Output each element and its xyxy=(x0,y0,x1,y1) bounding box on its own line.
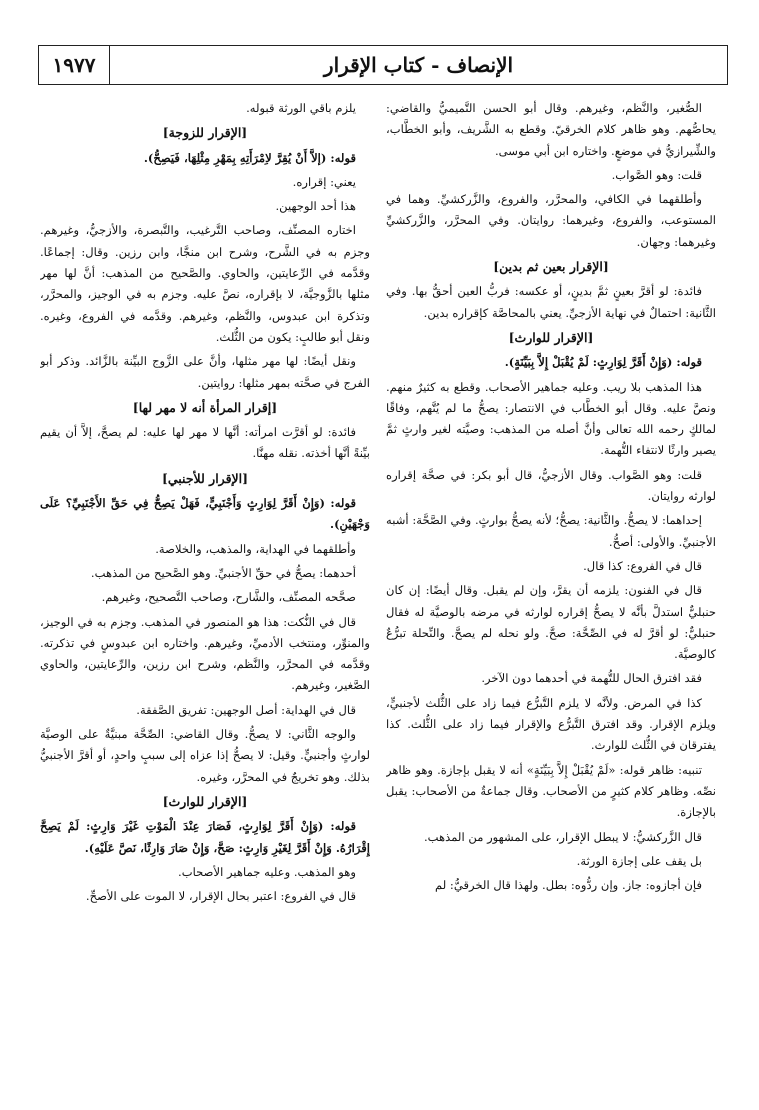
paragraph: تنبيه: ظاهر قوله: «لَمْ يُقْبَلْ إِلاَّ بِبَيِّنَةٍ» أنه لا يقبل بإجازة. وهو ظاهر نصِّه. وظاهر كلام كثيرٍ من الأصحاب. وقال جماعةٌ من الأصحاب: يقبل بالإجازة. xyxy=(386,762,716,820)
paragraph: الصُّغير، والنَّظم، وغيرهم. وقال أبو الحسن التَّميميُّ والقاضي: يحاصُّهم. وهو ظاهر كلام الخرقيّ. وقطع به الشَّريف، وأبو الخطَّاب، والشِّيرازيُّ في موضعٍ. واختاره ابن أبي موسى. xyxy=(386,101,716,158)
paragraph: يلزم باقي الورثة قبوله. xyxy=(246,101,356,115)
section-heading: [إقرار المرأة أنه لا مهر لها] xyxy=(132,399,278,415)
paragraph: قال في الفروع: اعتبر بحال الإقرار، لا الموت على الأصحِّ. xyxy=(85,889,356,904)
paragraph: قال في الفروع: كذا قال. xyxy=(583,558,702,573)
paragraph: ونقل أيضًا: لها مهر مثلها، وأنَّ على الزَّوج البيِّنة بالزَّائد. وذكر أبو الفرج في صحَّته بمهر مثلها: روايتين. xyxy=(40,354,370,390)
paragraph: قال في الهداية: أصل الوجهين: تفريق الصَّفقة. xyxy=(136,702,356,717)
quoted-statement: قوله: (وَإِنْ أَقَرَّ لِوَارِثٍ، فَصَارَ عِنْدَ الْمَوْتِ غَيْرَ وَارِثٍ: لَمْ يَصِحَّ إِقْرَارُهُ. وَإِنْ أَقَرَّ لِغَيْرِ وَارِثٍ: صَحَّ، وَإِنْ صَارَ وَارِثًا، نَصَّ عَلَيْهِ). xyxy=(40,819,370,855)
quoted-statement: قوله: (إلاَّ أَنْ يُقِرَّ لاِمْرَأَتِهِ بِمَهْرِ مِثْلِهَا، فَيَصِحُّ). xyxy=(143,150,356,165)
paragraph: وهو المذهب. وعليه جماهير الأصحاب. xyxy=(178,864,356,879)
paragraph: فقد افترق الحال للتُّهمة في أحدهما دون الآخر. xyxy=(481,671,702,686)
section-heading: [الإقرار للزوجة] xyxy=(162,125,248,141)
paragraph: فإن أجازوه: جاز. وإن ردُّوه: بطل. ولهذا قال الخرقيُّ: لم xyxy=(435,878,702,893)
paragraph: يعني: إقراره. xyxy=(292,174,356,189)
left-column xyxy=(40,98,370,1098)
paragraph: كذا في المرض. ولأنَّه لا يلزم التَّبرُّع فيما زاد على الثُّلث لأجنبيٍّ، ويلزم الإقرار. وقد افترق التَّبرُّع والإقرار فيما زاد على الثُّلث. كذا يفترقان في الثُّلث للوارث. xyxy=(386,695,716,753)
paragraph: بل يقف على إجازة الورثة. xyxy=(576,853,702,868)
paragraph: قال في الفنون: يلزمه أن يقرَّ، وإن لم يقبل. وقال أيضًا: إن كان حنبليٌّ استدلَّ بأنَّه لا يصحُّ إقراره لوارثه في مرضه بالوصيَّة له فقال حنبليٌّ: لو أقرَّ له في الصِّحَّة: صحَّ. ولو نحله لم يصحَّ. والنِّحلة تبرُّعٌ كالوصيَّة. xyxy=(386,583,716,662)
section-heading: [الإقرار للأجنبي] xyxy=(161,470,249,486)
paragraph: والوجه الثَّاني: لا يصحُّ. وقال القاضي: الصِّحَّة مبنيَّةٌ على الوصيَّة لوارثٍ وأجنبيٍّ. وقيل: لا يصحُّ إذا عزاه إلى سببٍ واحدٍ، أو أقرَّ الأجنبيُّ بذلك. وهو تخريجٌ في المحرَّر، وغيره. xyxy=(40,727,370,784)
paragraph: وأطلقهما في الكافي، والمحرَّر، والفروع، والزَّركشيِّ. وهما في المستوعب، والفروع، وغيرهما: روايتان. وفي المحرَّر، والزَّركشيِّ وغيرهما: وجهان. xyxy=(386,192,716,249)
section-heading: [الإقرار للوارث] xyxy=(508,329,594,345)
page-number: ١٩٧٧ xyxy=(39,46,110,84)
paragraph: فائدة: لو أقرَّت امرأته: أنَّها لا مهر لها عليه: لم يصحَّ، إلاَّ أن يقيم بيِّنةً أنَّها أخذته. نقله مهنَّا. xyxy=(40,425,370,461)
quoted-statement: قوله: (وَإِنْ أَقَرَّ لِوَارِثٍ: لَمْ يُقْبَلْ إِلاَّ بِبَيِّنَةٍ). xyxy=(504,355,702,370)
quoted-statement: قوله: (وَإِنْ أَقَرَّ لِوَارِثٍ وَأَجْنَبِيٍّ، فَهَلْ يَصِحُّ فِي حَقِّ الأَجْنَبِيِّ؟ عَلَى وَجْهَيْنِ). xyxy=(40,496,370,532)
paragraph: أحدهما: يصحُّ في حقِّ الأجنبيِّ. وهو الصَّحيح من المذهب. xyxy=(90,565,356,580)
section-heading: [الإقرار بعين ثم بدين] xyxy=(493,259,609,275)
page-title: الإنصاف - كتاب الإقرار xyxy=(323,53,514,77)
paragraph: وأطلقهما في الهداية، والمذهب، والخلاصة. xyxy=(155,541,356,556)
paragraph: قلت: وهو الصَّواب. xyxy=(611,167,702,182)
paragraph: إحداهما: لا يصحُّ. والثَّانية: يصحُّ؛ لأنه يصحُّ بوارثٍ. وفي الصَّحَّة: أشبه الأجنبيِّ. والأولى: أصحُّ. xyxy=(386,513,716,549)
paragraph: هذا المذهب بلا ريب. وعليه جماهير الأصحاب. وقطع به كثيرٌ منهم. ونصَّ عليه. وقال أبو الخطَّاب في الانتصار: يصحُّ ما لم يُتَّهم، وفاقًا لمالكٍ رحمه الله تعالى وأنَّ أصله من المذهب: وصيَّته لغير وارثٍ ثمَّ يصير وارثًا لانتفاء التُّهمة. xyxy=(386,379,716,458)
section-heading: [الإقرار للوارث] xyxy=(162,793,248,809)
paragraph: قلت: وهو الصَّواب. وقال الأزجيُّ، قال أبو بكر: في صحَّة إقراره لوارثه روايتان. xyxy=(386,467,716,504)
paragraph: هذا أحد الوجهين. xyxy=(275,199,356,214)
paragraph: قال في النُّكت: هذا هو المنصور في المذهب. وجزم به في الوجيز، والمنوِّر، ومنتخب الأدميِّ، وغيرهم. واختاره ابن عبدوسٍ في تذكرته. وقدَّمه في المحرَّر، والنَّظم، وشرح ابن رزين، والرِّعايتين، والحاوي الصَّغير، وغيرهم. xyxy=(40,614,370,693)
right-column xyxy=(386,98,716,1098)
paragraph: اختاره المصنِّف، وصاحب التَّرغيب، والتَّبصرة، والأزجيُّ، وغيرهم. وجزم به في الشَّرح، وشرح ابن منجَّا، وابن رزين. وقال: إجماعًا. وقدَّمه في الرِّعايتين، والحاوي. والصَّحيح من المذهب: أنَّ لها مهر مثلها بالزَّوجيَّة، لا بإقراره، نصَّ عليه. وجزم به في الوجيز، والمحرَّر، وتذكرة ابن عبدوس، والنَّظم، وغيرهم. وقدَّمه في الفروع، وغيره. ونقل أبو طالبٍ: يكون من الثُّلث. xyxy=(40,223,370,344)
page-header xyxy=(38,45,728,85)
paragraph: فائدة: لو أقرَّ بعينٍ ثمَّ بدينٍ، أو عكسه: فربُّ العين أحقُّ بها. وفي الثَّانية: احتمالٌ في نهاية الأزجيِّ. يعني بالمحاصَّة كإقراره بدين. xyxy=(386,284,716,320)
paragraph: صحَّحه المصنِّف، والشَّارح، وصاحب التَّصحيح، وغيرهم. xyxy=(101,590,356,605)
paragraph: قال الزَّركشيُّ: لا يبطل الإقرار، على المشهور من المذهب. xyxy=(423,829,702,844)
